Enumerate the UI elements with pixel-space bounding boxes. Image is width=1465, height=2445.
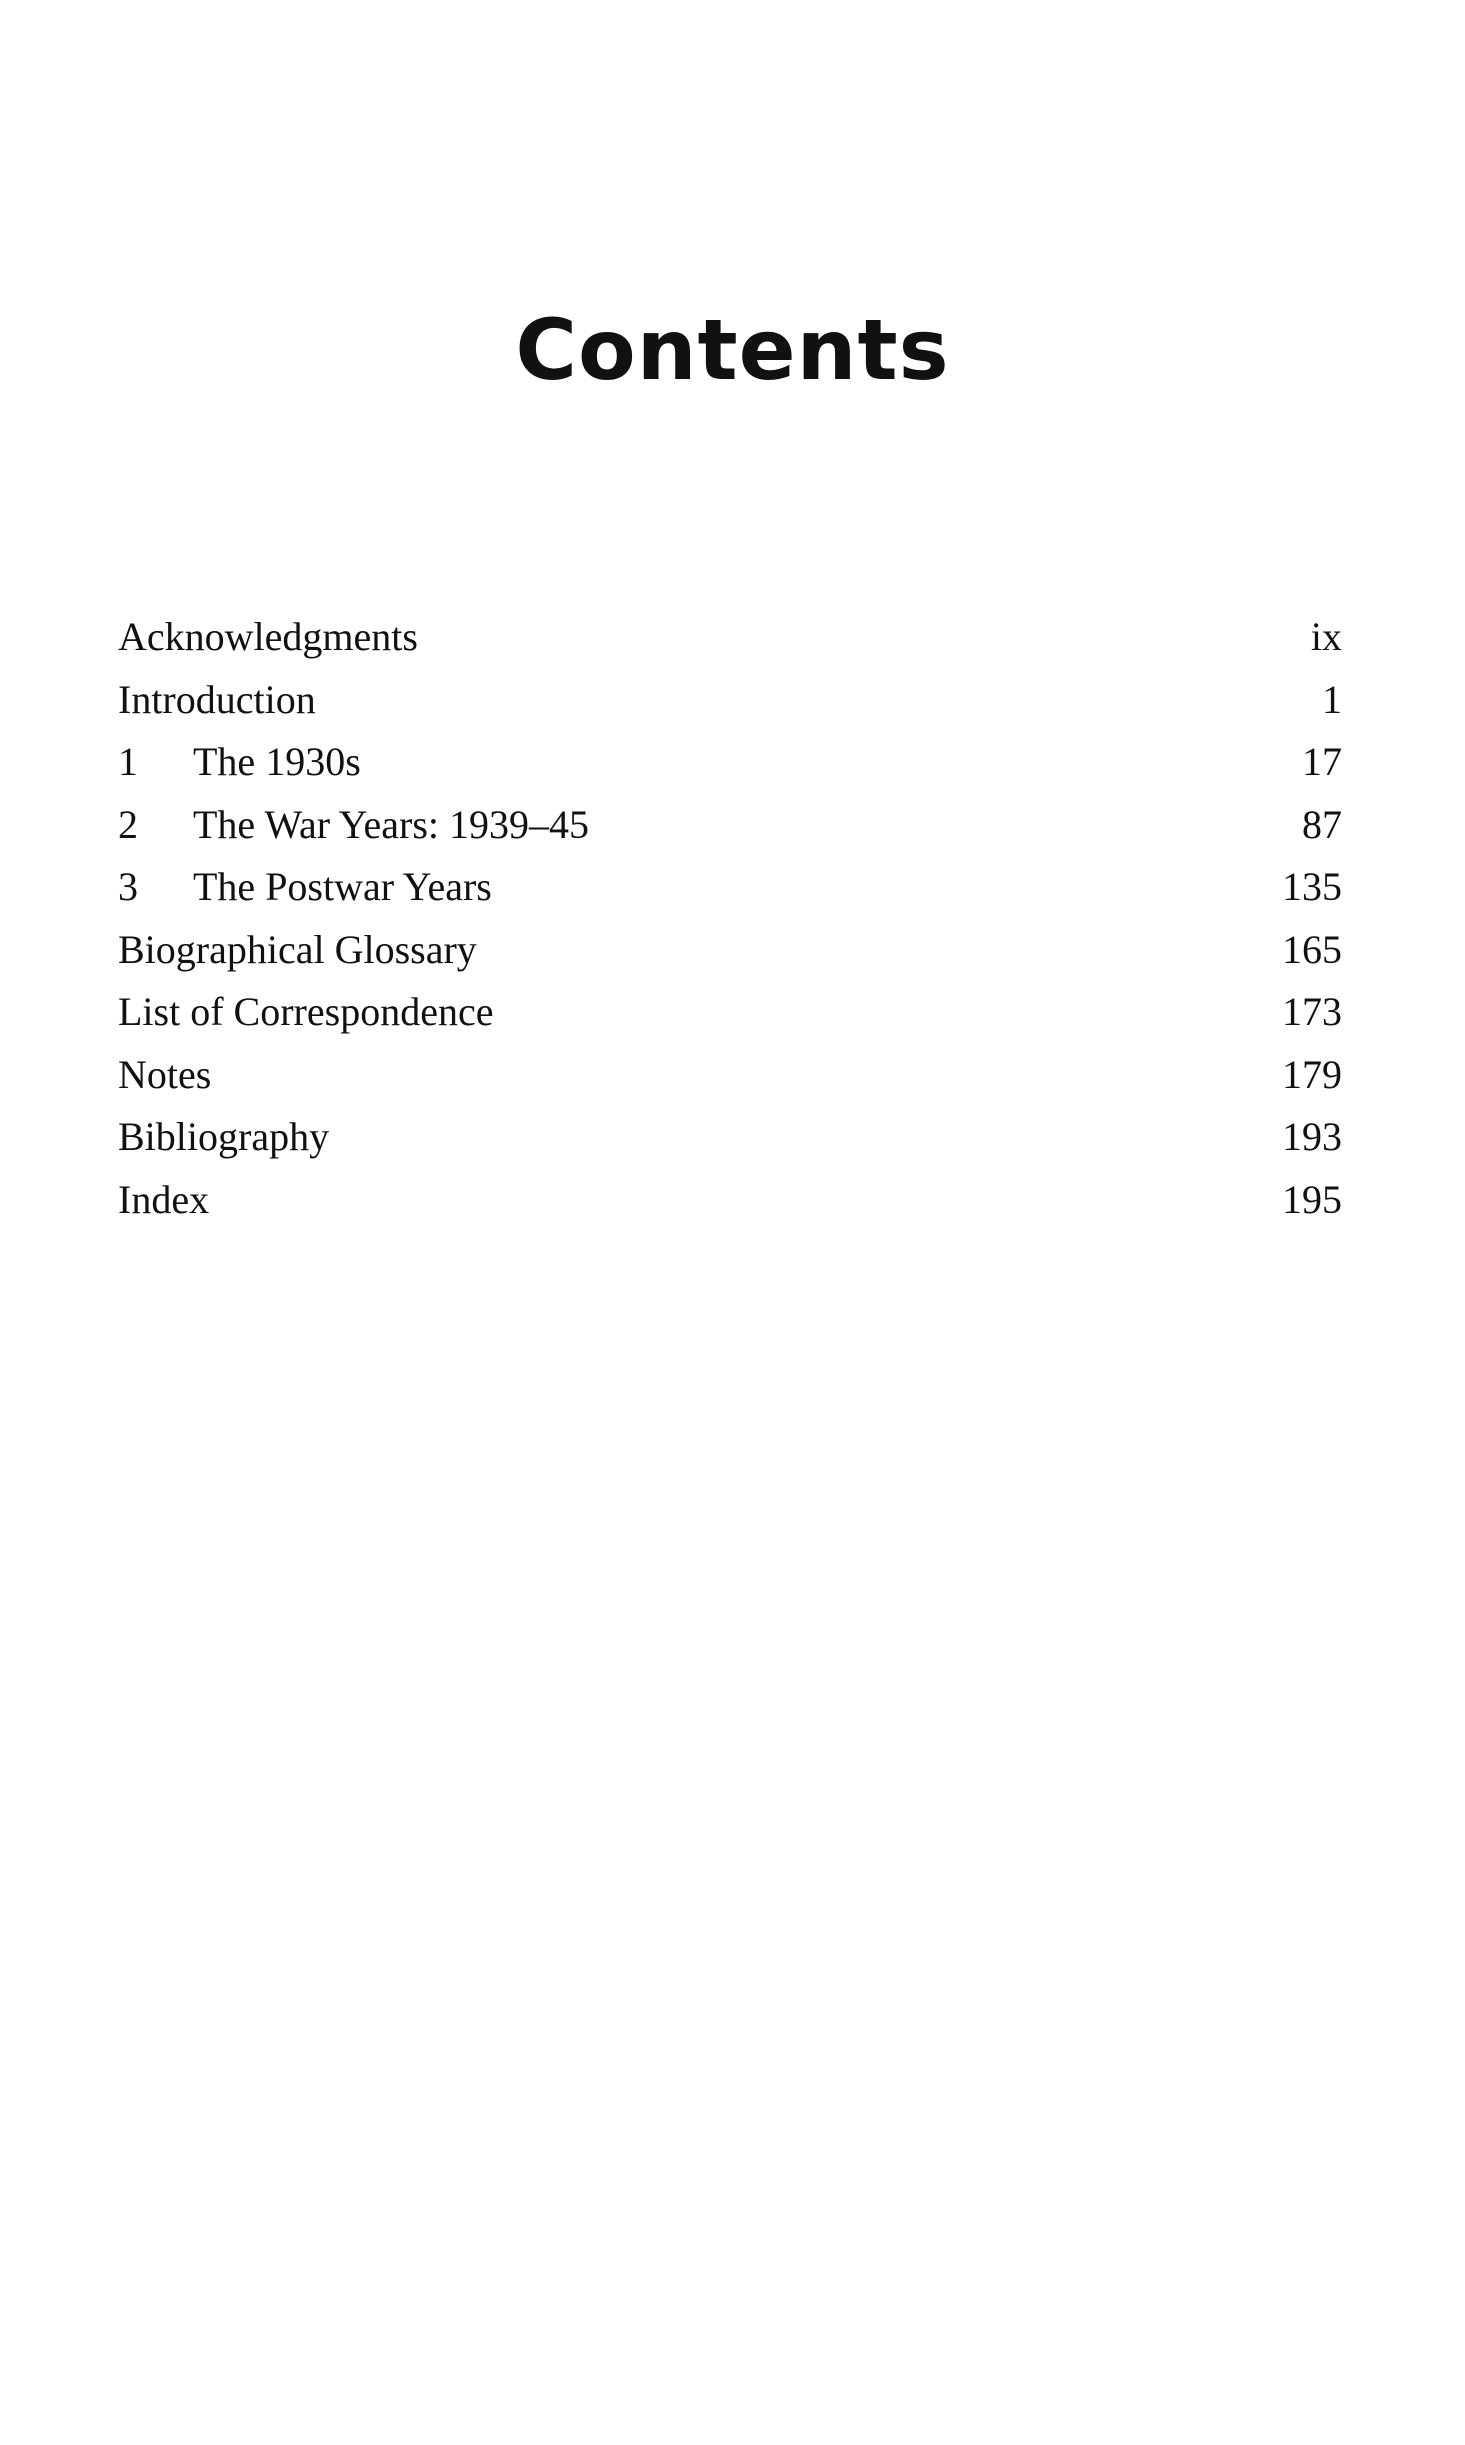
toc-entry-number: 1 bbox=[118, 739, 138, 784]
toc-entry-title: Introduction bbox=[118, 676, 316, 722]
toc-entry-title: List of Correspondence bbox=[118, 989, 494, 1034]
toc-entry-chapter-2 bbox=[118, 794, 1342, 857]
toc-entry-acknowledgments bbox=[118, 606, 1342, 669]
toc-entry-introduction bbox=[118, 669, 1342, 732]
table-of-contents bbox=[118, 606, 1342, 1231]
toc-entry-page: 17 bbox=[1302, 739, 1342, 784]
toc-entry-title: The War Years: 1939–45 bbox=[193, 801, 589, 847]
toc-entry-number: 3 bbox=[118, 864, 138, 909]
toc-entry-page: 193 bbox=[1282, 1114, 1342, 1159]
toc-entry-index bbox=[118, 1169, 1342, 1232]
toc-entry-biographical-glossary bbox=[118, 919, 1342, 982]
toc-entry-number: 2 bbox=[118, 801, 138, 847]
toc-entry-page: 195 bbox=[1282, 1176, 1342, 1222]
toc-entry-title: Acknowledgments bbox=[118, 614, 418, 659]
toc-entry-bibliography bbox=[118, 1106, 1342, 1169]
toc-entry-page: 165 bbox=[1282, 926, 1342, 972]
toc-entry-title: The Postwar Years bbox=[193, 864, 492, 909]
toc-entry-page: 1 bbox=[1322, 676, 1342, 722]
toc-entry-page: 173 bbox=[1282, 989, 1342, 1034]
toc-entry-title: Notes bbox=[118, 1051, 212, 1097]
toc-entry-title: The 1930s bbox=[193, 739, 361, 784]
toc-entry-title: Bibliography bbox=[118, 1114, 330, 1159]
toc-entry-page: ix bbox=[1310, 614, 1342, 659]
toc-entry-title: Biographical Glossary bbox=[118, 926, 477, 972]
toc-entry-chapter-3 bbox=[118, 856, 1342, 919]
toc-entry-page: 135 bbox=[1282, 864, 1342, 909]
page-title: Contents bbox=[515, 301, 950, 399]
toc-entry-page: 87 bbox=[1302, 801, 1342, 847]
toc-entry-page: 179 bbox=[1282, 1051, 1342, 1097]
toc-entry-notes bbox=[118, 1044, 1342, 1107]
toc-entry-list-of-correspondence bbox=[118, 981, 1342, 1044]
toc-entry-title: Index bbox=[118, 1176, 210, 1222]
toc-entry-chapter-1 bbox=[118, 731, 1342, 794]
